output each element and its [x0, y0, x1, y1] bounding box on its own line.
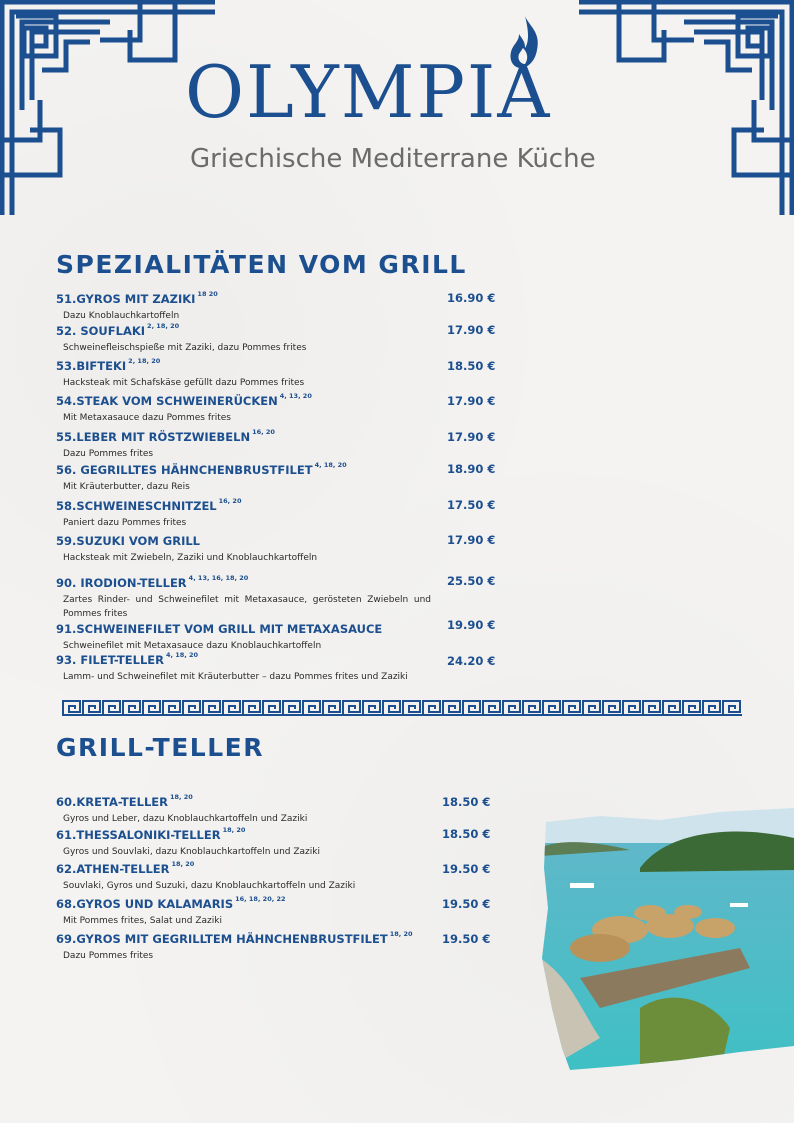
allergen-codes: 16, 18, 20, 22	[235, 895, 286, 903]
item-price: 17.90 €	[447, 533, 496, 547]
brand-tagline: Griechische Mediterrane Küche	[190, 144, 596, 174]
allergen-codes: 4, 18, 20	[314, 461, 347, 469]
item-description: Paniert dazu Pommes frites	[63, 518, 187, 528]
section-title-grill-specialties: SPEZIALITÄTEN VOM GRILL	[56, 250, 467, 279]
allergen-codes: 18, 20	[171, 860, 195, 868]
item-description: Gyros und Souvlaki, dazu Knoblauchkartoffeln und Zaziki	[63, 847, 320, 857]
allergen-codes: 4, 18, 20	[166, 651, 199, 659]
item-description: Mit Metaxasauce dazu Pommes frites	[63, 413, 231, 423]
item-price: 19.50 €	[442, 897, 491, 911]
item-price: 16.90 €	[447, 291, 496, 305]
allergen-codes: 2, 18, 20	[147, 322, 180, 330]
menu-item	[56, 620, 384, 654]
item-description: Souvlaki, Gyros und Suzuki, dazu Knoblauchkartoffeln und Zaziki	[63, 881, 356, 891]
menu-item	[56, 461, 347, 495]
item-price: 18.90 €	[447, 462, 496, 476]
menu-item	[56, 322, 306, 356]
item-description: Gyros und Leber, dazu Knoblauchkartoffeln und Zaziki	[63, 814, 308, 824]
item-name: 60.KRETA-TELLER	[56, 795, 168, 809]
item-name: 90. IRODION-TELLER	[56, 576, 187, 590]
menu-item	[56, 860, 355, 894]
brand-name: OLYMPIA	[185, 50, 552, 134]
item-price: 19.50 €	[442, 932, 491, 946]
item-name: 54.STEAK VOM SCHWEINERÜCKEN	[56, 394, 278, 408]
item-description: Mit Pommes frites, Salat und Zaziki	[63, 916, 222, 926]
item-description: Dazu Knoblauchkartoffeln	[63, 311, 180, 321]
item-name: 68.GYROS UND KALAMARIS	[56, 897, 234, 911]
item-price: 18.50 €	[447, 359, 496, 373]
item-description: Schweinefilet mit Metaxasauce dazu Knoblauchkartoffeln	[63, 641, 322, 651]
item-price: 19.50 €	[442, 862, 491, 876]
allergen-codes: 18, 20	[389, 930, 413, 938]
item-name: 58.SCHWEINESCHNITZEL	[56, 499, 217, 513]
menu-item	[56, 357, 304, 391]
item-price: 17.90 €	[447, 430, 496, 444]
item-price: 17.50 €	[447, 498, 496, 512]
menu-item	[56, 930, 413, 964]
section-title-grill-plates: GRILL-TELLER	[56, 733, 264, 762]
menu-item	[56, 895, 286, 929]
item-name: 52. SOUFLAKI	[56, 324, 146, 338]
item-description: Schweinefleischspieße mit Zaziki, dazu Pommes frites	[63, 343, 307, 353]
item-price: 19.90 €	[447, 618, 496, 632]
allergen-codes: 18 20	[197, 290, 218, 298]
menu-item	[56, 532, 317, 566]
item-name: 93. FILET-TELLER	[56, 653, 164, 667]
item-name: 62.ATHEN-TELLER	[56, 862, 170, 876]
item-name: 69.GYROS MIT GEGRILLTEM HÄHNCHENBRUSTFILET	[56, 932, 388, 946]
item-name: 91.SCHWEINEFILET VOM GRILL MIT METAXASAUCE	[56, 622, 383, 636]
menu-item	[56, 826, 320, 860]
allergen-codes: 16, 20	[252, 428, 275, 436]
menu-item	[56, 290, 218, 324]
menu-item	[56, 392, 312, 426]
item-description: Lamm- und Schweinefilet mit Kräuterbutter – dazu Pommes frites und Zaziki	[63, 672, 408, 682]
item-name: 61.THESSALONIKI-TELLER	[56, 828, 221, 842]
menu-item	[56, 651, 408, 685]
menu-item	[56, 428, 275, 462]
item-price: 17.90 €	[447, 323, 496, 337]
item-price: 25.50 €	[447, 574, 496, 588]
item-price: 18.50 €	[442, 827, 491, 841]
allergen-codes: 2, 18, 20	[128, 357, 161, 365]
beach-photo	[540, 808, 794, 1073]
greek-meander-divider	[62, 700, 742, 716]
menu-item	[56, 793, 307, 827]
item-description: Mit Kräuterbutter, dazu Reis	[63, 482, 190, 492]
item-name: 55.LEBER MIT RÖSTZWIEBELN	[56, 430, 251, 444]
allergen-codes: 4, 13, 20	[279, 392, 312, 400]
brand-logo	[185, 14, 615, 184]
item-description: Dazu Pommes frites	[63, 449, 154, 459]
item-description: Dazu Pommes frites	[63, 951, 154, 961]
item-price: 18.50 €	[442, 795, 491, 809]
item-name: 56. GEGRILLTES HÄHNCHENBRUSTFILET	[56, 463, 313, 477]
item-description: Hacksteak mit Schafskäse gefüllt dazu Pommes frites	[63, 378, 305, 388]
allergen-codes: 18, 20	[170, 793, 193, 801]
allergen-codes: 16, 20	[218, 497, 242, 505]
item-description: Zartes Rinder- und Schweinefilet mit Metaxasauce, gerösteten Zwiebeln und Pommes frites	[63, 595, 431, 619]
item-price: 24.20 €	[447, 654, 496, 668]
item-name: 53.BIFTEKI	[56, 359, 127, 373]
item-name: 59.SUZUKI VOM GRILL	[56, 534, 201, 548]
item-description: Hacksteak mit Zwiebeln, Zaziki und Knoblauchkartoffeln	[63, 553, 318, 563]
greek-key-corner-left	[0, 0, 215, 215]
item-price: 17.90 €	[447, 394, 496, 408]
menu-item	[56, 574, 431, 621]
item-name: 51.GYROS MIT ZAZIKI	[56, 292, 196, 306]
allergen-codes: 4, 13, 16, 18, 20	[188, 574, 249, 582]
menu-item	[56, 497, 241, 531]
allergen-codes: 18, 20	[222, 826, 246, 834]
